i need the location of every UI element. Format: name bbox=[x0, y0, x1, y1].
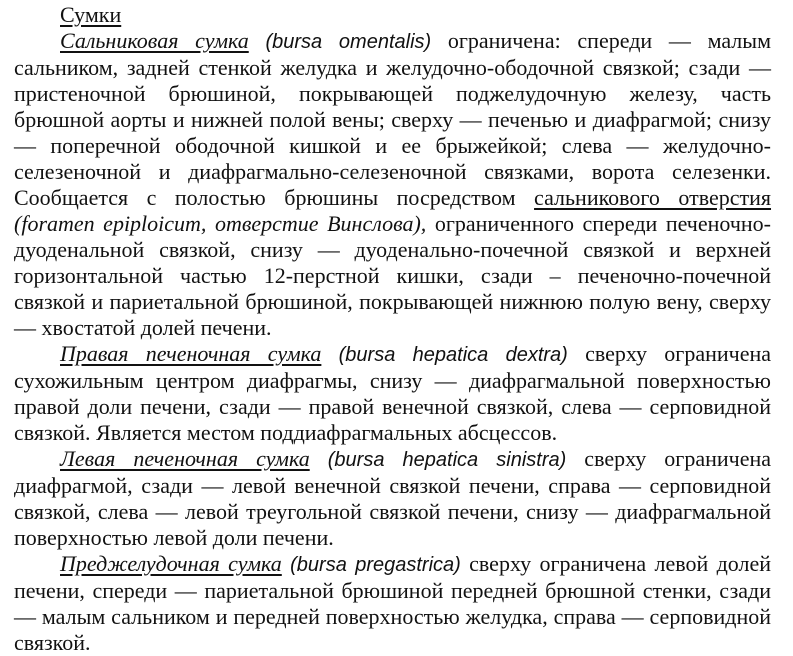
term-left-hepatic-bursa: Левая печеночная сумка bbox=[60, 446, 310, 471]
latin-right-hepatic-bursa: (bursa hepatica dextra) bbox=[338, 344, 568, 366]
latin-epiploic-foramen: (foramen epiploicum, отверстие Винслова), bbox=[14, 211, 427, 236]
text-right-hepatic-bursa: сверху ограничена сухожильным центром диафрагмы, снизу — диафрагмальной поверхностью правой доли печени, сзади — правой венечной связкой, слева — серповидной связкой. Является местом поддиафрагмальных абсцессов. bbox=[14, 341, 772, 445]
term-omental-bursa: Сальниковая сумка bbox=[60, 28, 249, 53]
term-right-hepatic-bursa: Правая печеночная сумка bbox=[60, 341, 322, 366]
document-page bbox=[14, 0, 771, 656]
paragraph-left-hepatic-bursa bbox=[14, 446, 771, 551]
latin-left-hepatic-bursa: (bursa hepatica sinistra) bbox=[327, 449, 567, 471]
latin-omental-bursa: (bursa omentalis) bbox=[265, 31, 432, 53]
text-omental-bursa-2: ограниченного спереди печеночно-дуоденальной связкой, снизу — дуоденально-почечной связкой и верхней горизонтальной частью 12-перстной кишки, сзади – печеночно-почечной связкой и париетальной брюшиной, покрывающей нижнюю полую вену, сверху — хвостатой долей печени. bbox=[14, 211, 772, 340]
text-omental-bursa-1: ограничена: спереди — малым сальником, задней стенкой желудка и желудочно-ободочной связкой; сзади — пристеночной брюшиной, покрывающей поджелудочную железу, часть брюшной аорты и нижней полой вены; сверху — печенью и диафрагмой; снизу — поперечной ободочной кишкой и ее брыжейкой; слева — желудочно-селезеночной и диафрагмально-селезеночной связками, ворота селезенки. Сообщается с полостью брюшины посредством bbox=[14, 28, 771, 210]
section-heading: Сумки bbox=[60, 2, 122, 27]
paragraph-omental-bursa bbox=[14, 28, 771, 341]
latin-pregastric-bursa: (bursa pregastrica) bbox=[290, 554, 461, 576]
term-epiploic-foramen: сальникового отверстия bbox=[534, 185, 772, 210]
term-pregastric-bursa: Преджелудочная сумка bbox=[60, 551, 282, 576]
paragraph-pregastric-bursa bbox=[14, 551, 771, 656]
text-left-hepatic-bursa: сверху ограничена диафрагмой, сзади — левой венечной связкой печени, справа — серповидной связкой, слева — левой треугольной связкой печени, снизу — диафрагмальной поверхностью левой доли печени. bbox=[14, 446, 771, 550]
paragraph-right-hepatic-bursa bbox=[14, 341, 771, 446]
text-pregastric-bursa: сверху ограничена левой долей печени, спереди — париетальной брюшиной передней брюшной стенки, сзади — малым сальником и передней поверхностью желудка, справа — серповидной связкой. bbox=[14, 551, 772, 655]
